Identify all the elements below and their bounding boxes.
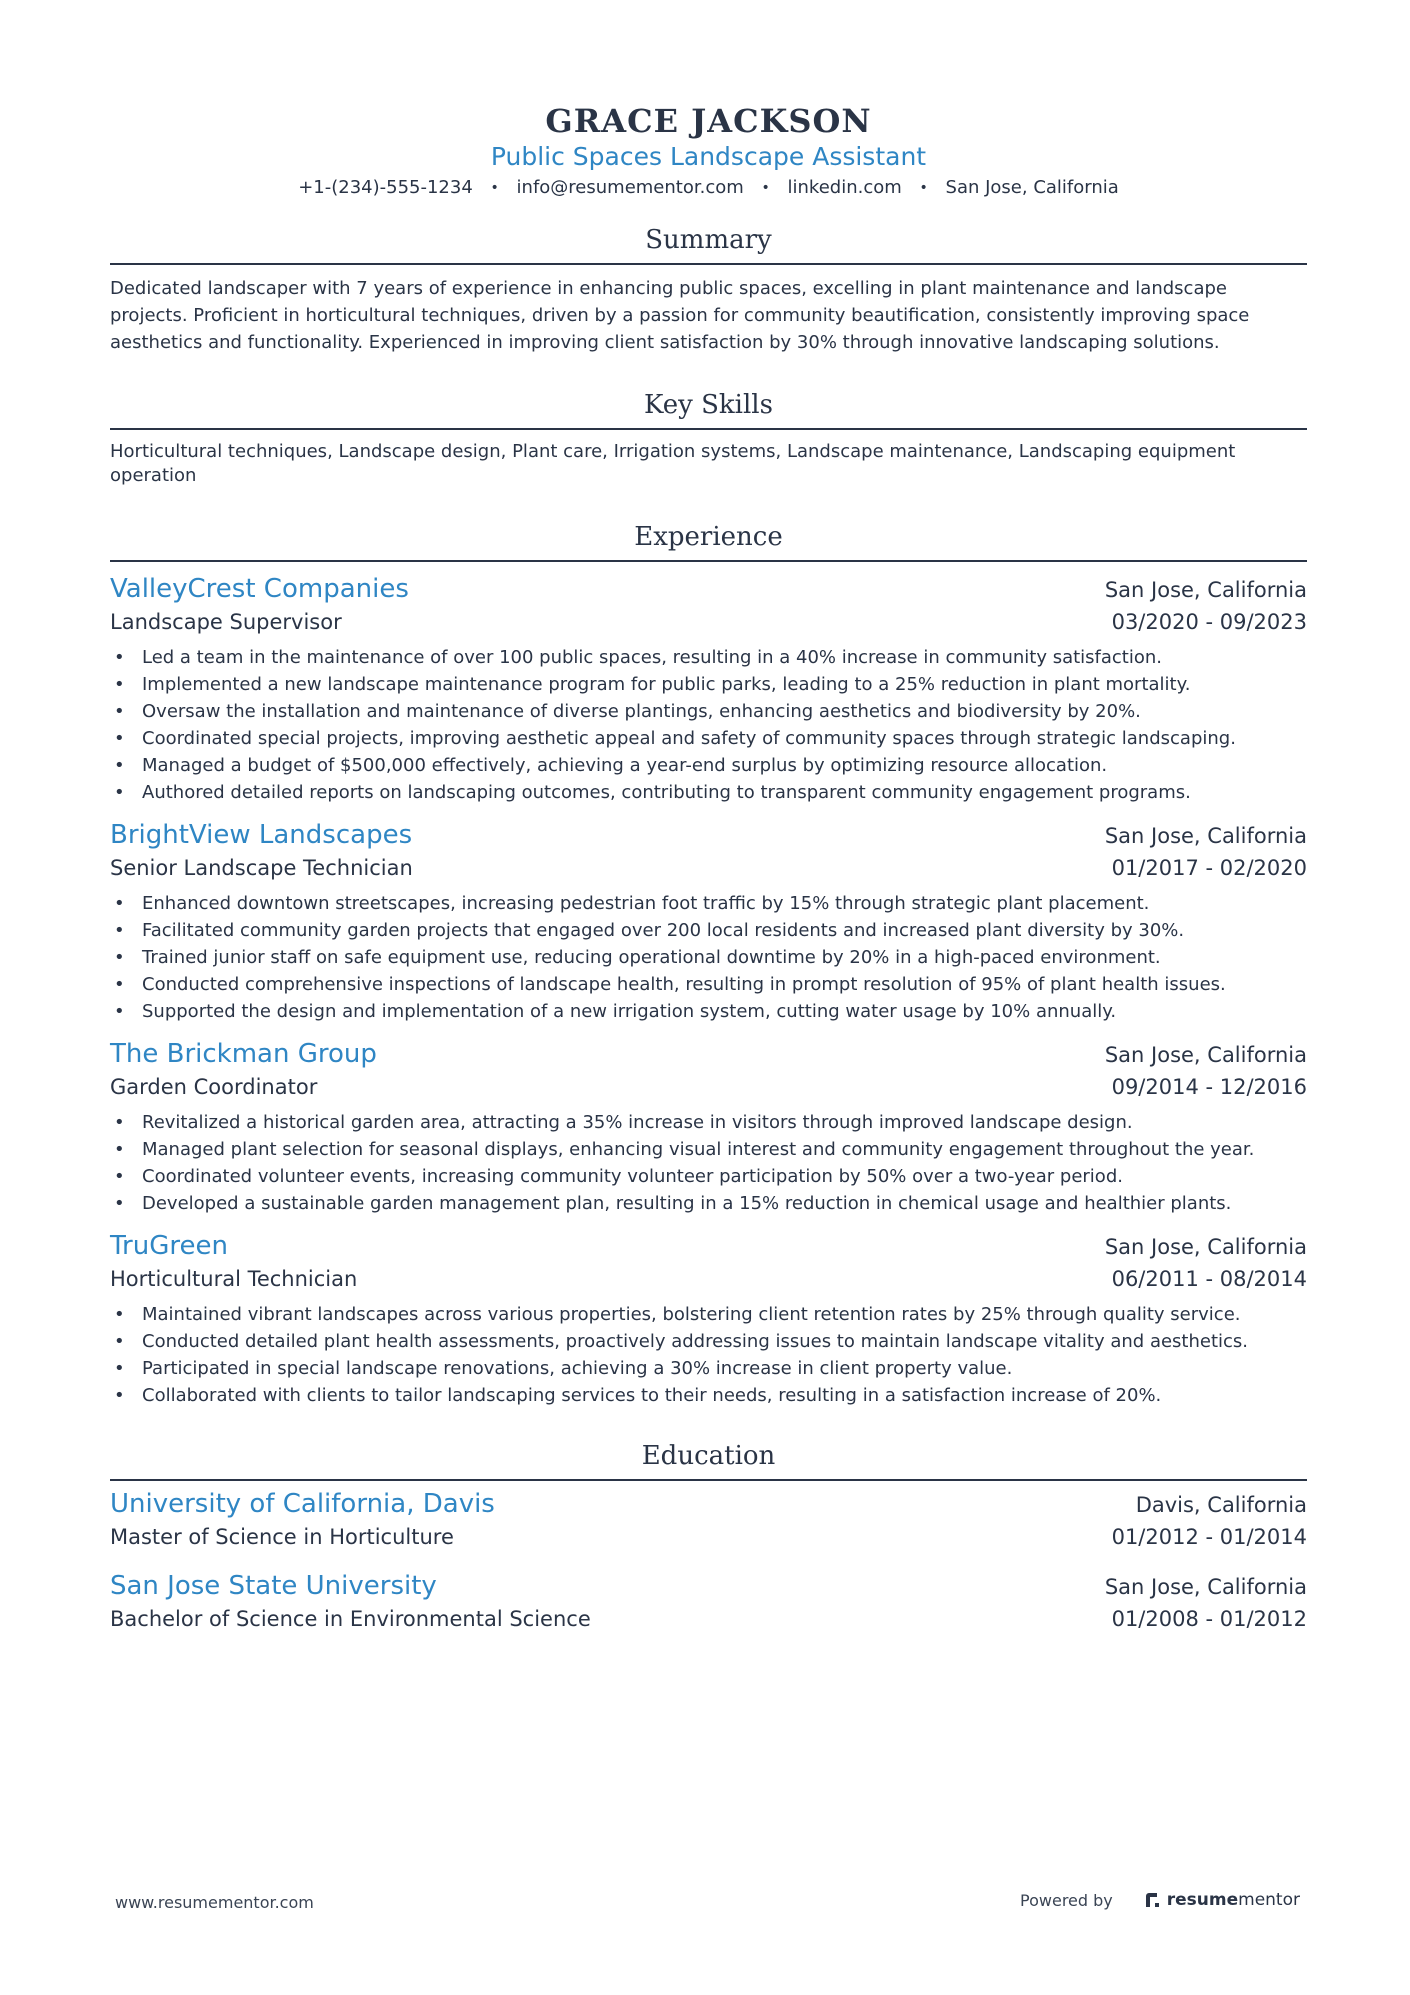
job-location: San Jose, California xyxy=(1104,1043,1307,1067)
candidate-title: Public Spaces Landscape Assistant xyxy=(490,142,927,171)
skills-text: Horticultural techniques, Landscape design, Plant care, Irrigation systems, Landscape maintenance, Landscaping equipment operation xyxy=(110,441,1236,486)
bullet-list xyxy=(110,644,1307,806)
powered-by-label: Powered by xyxy=(1020,1890,1113,1910)
separator-dot: • xyxy=(490,180,499,196)
bullet-item: • Implemented a new landscape maintenance program for public parks, leading to a 25% reduction in plant mortality. xyxy=(110,671,1307,698)
summary-heading: Summary xyxy=(110,223,1307,265)
bullet-item: • Conducted comprehensive inspections of landscape health, resulting in prompt resolution of 95% of plant health issues. xyxy=(110,971,1307,998)
job-role: Landscape Supervisor xyxy=(110,610,342,634)
footer-website-link[interactable]: www.resumementor.com xyxy=(115,1893,314,1912)
education-entry xyxy=(110,1569,1307,1635)
bullet-item: • Trained junior staff on safe equipment use, reducing operational downtime by 20% in a high-paced environment. xyxy=(110,944,1307,971)
experience-heading: Experience xyxy=(110,520,1307,562)
bullet-item: • Led a team in the maintenance of over 100 public spaces, resulting in a 40% increase in community satisfaction. xyxy=(110,644,1307,671)
experience-section xyxy=(110,520,1307,1409)
contact-line xyxy=(110,175,1307,201)
job-location: San Jose, California xyxy=(1104,824,1307,848)
skills-heading: Key Skills xyxy=(110,388,1307,430)
separator-dot: • xyxy=(761,180,770,196)
candidate-name: GRACE JACKSON xyxy=(545,102,872,140)
job-location: San Jose, California xyxy=(1104,1235,1307,1259)
education-entry xyxy=(110,1487,1307,1553)
school-name: San Jose State University xyxy=(110,1571,437,1601)
company-name: The Brickman Group xyxy=(110,1039,377,1069)
resume-content xyxy=(110,0,1307,1635)
summary-text: Dedicated landscaper with 7 years of experience in enhancing public spaces, excelling in plant maintenance and landscape projects. Proficient in horticultural techniques, driven by a passion for community beautification, consistently improving space aesthetics and functionality. Experienced in improving client satisfaction by 30% through innovative landscaping solutions. xyxy=(110,278,1250,353)
summary-section xyxy=(110,223,1307,356)
degree: Master of Science in Horticulture xyxy=(110,1525,454,1549)
experience-entry xyxy=(110,818,1307,1025)
resumementor-logo[interactable] xyxy=(1143,1890,1300,1910)
bullet-item: • Coordinated special projects, improving aesthetic appeal and safety of community spaces through strategic landscaping. xyxy=(110,725,1307,752)
experience-entry xyxy=(110,572,1307,806)
company-name: BrightView Landscapes xyxy=(110,820,413,850)
brand-name-part2: mentor xyxy=(1238,1890,1300,1910)
bullet-item: • Collaborated with clients to tailor landscaping services to their needs, resulting in a satisfaction increase of 20%. xyxy=(110,1382,1307,1409)
bullet-item: • Participated in special landscape renovations, achieving a 30% increase in client property value. xyxy=(110,1355,1307,1382)
job-location: San Jose, California xyxy=(1104,578,1307,602)
education-dates: 01/2008 - 01/2012 xyxy=(1111,1607,1307,1631)
resumementor-logo-icon xyxy=(1143,1891,1161,1909)
skills-section xyxy=(110,388,1307,488)
school-location: Davis, California xyxy=(1135,1493,1307,1517)
bullet-list xyxy=(110,1109,1307,1217)
bullet-item: • Oversaw the installation and maintenance of diverse plantings, enhancing aesthetics and biodiversity by 20%. xyxy=(110,698,1307,725)
bullet-item: • Conducted detailed plant health assessments, proactively addressing issues to maintain landscape vitality and aesthetics. xyxy=(110,1328,1307,1355)
phone: +1-(234)-555-1234 xyxy=(298,177,473,198)
school-location: San Jose, California xyxy=(1104,1575,1307,1599)
separator-dot: • xyxy=(919,180,928,196)
bullet-item: • Managed plant selection for seasonal displays, enhancing visual interest and community engagement throughout the year. xyxy=(110,1136,1307,1163)
bullet-item: • Facilitated community garden projects that engaged over 200 local residents and increased plant diversity by 30%. xyxy=(110,917,1307,944)
job-dates: 06/2011 - 08/2014 xyxy=(1111,1267,1307,1291)
job-role: Senior Landscape Technician xyxy=(110,856,413,880)
bullet-item: • Developed a sustainable garden management plan, resulting in a 15% reduction in chemical usage and healthier plants. xyxy=(110,1190,1307,1217)
bullet-item: • Supported the design and implementation of a new irrigation system, cutting water usage by 10% annually. xyxy=(110,998,1307,1025)
bullet-item: • Revitalized a historical garden area, attracting a 35% increase in visitors through improved landscape design. xyxy=(110,1109,1307,1136)
bullet-item: • Managed a budget of $500,000 effectively, achieving a year-end surplus by optimizing resource allocation. xyxy=(110,752,1307,779)
linkedin-link[interactable]: linkedin.com xyxy=(787,177,902,198)
education-section xyxy=(110,1439,1307,1635)
bullet-list xyxy=(110,890,1307,1025)
job-dates: 01/2017 - 02/2020 xyxy=(1111,856,1307,880)
page-footer xyxy=(0,1888,1410,1918)
bullet-item: • Authored detailed reports on landscaping outcomes, contributing to transparent community engagement programs. xyxy=(110,779,1307,806)
job-dates: 09/2014 - 12/2016 xyxy=(1111,1075,1307,1099)
education-dates: 01/2012 - 01/2014 xyxy=(1111,1525,1307,1549)
footer-branding xyxy=(1020,1890,1300,1910)
experience-entry xyxy=(110,1037,1307,1217)
education-heading: Education xyxy=(110,1439,1307,1481)
bullet-item: • Coordinated volunteer events, increasing community volunteer participation by 50% over a two-year period. xyxy=(110,1163,1307,1190)
resume-header xyxy=(110,101,1307,201)
location: San Jose, California xyxy=(945,177,1119,198)
job-role: Horticultural Technician xyxy=(110,1267,358,1291)
experience-entry xyxy=(110,1229,1307,1409)
bullet-item: • Enhanced downtown streetscapes, increasing pedestrian foot traffic by 15% through strategic plant placement. xyxy=(110,890,1307,917)
bullet-list xyxy=(110,1301,1307,1409)
email-link[interactable]: info@resumementor.com xyxy=(516,177,744,198)
job-role: Garden Coordinator xyxy=(110,1075,318,1099)
brand-name-part1: resume xyxy=(1166,1890,1239,1910)
company-name: ValleyCrest Companies xyxy=(110,574,409,604)
bullet-item: • Maintained vibrant landscapes across various properties, bolstering client retention rates by 25% through quality service. xyxy=(110,1301,1307,1328)
degree: Bachelor of Science in Environmental Science xyxy=(110,1607,591,1631)
job-dates: 03/2020 - 09/2023 xyxy=(1111,610,1307,634)
company-name: TruGreen xyxy=(110,1231,228,1261)
school-name: University of California, Davis xyxy=(110,1489,495,1519)
